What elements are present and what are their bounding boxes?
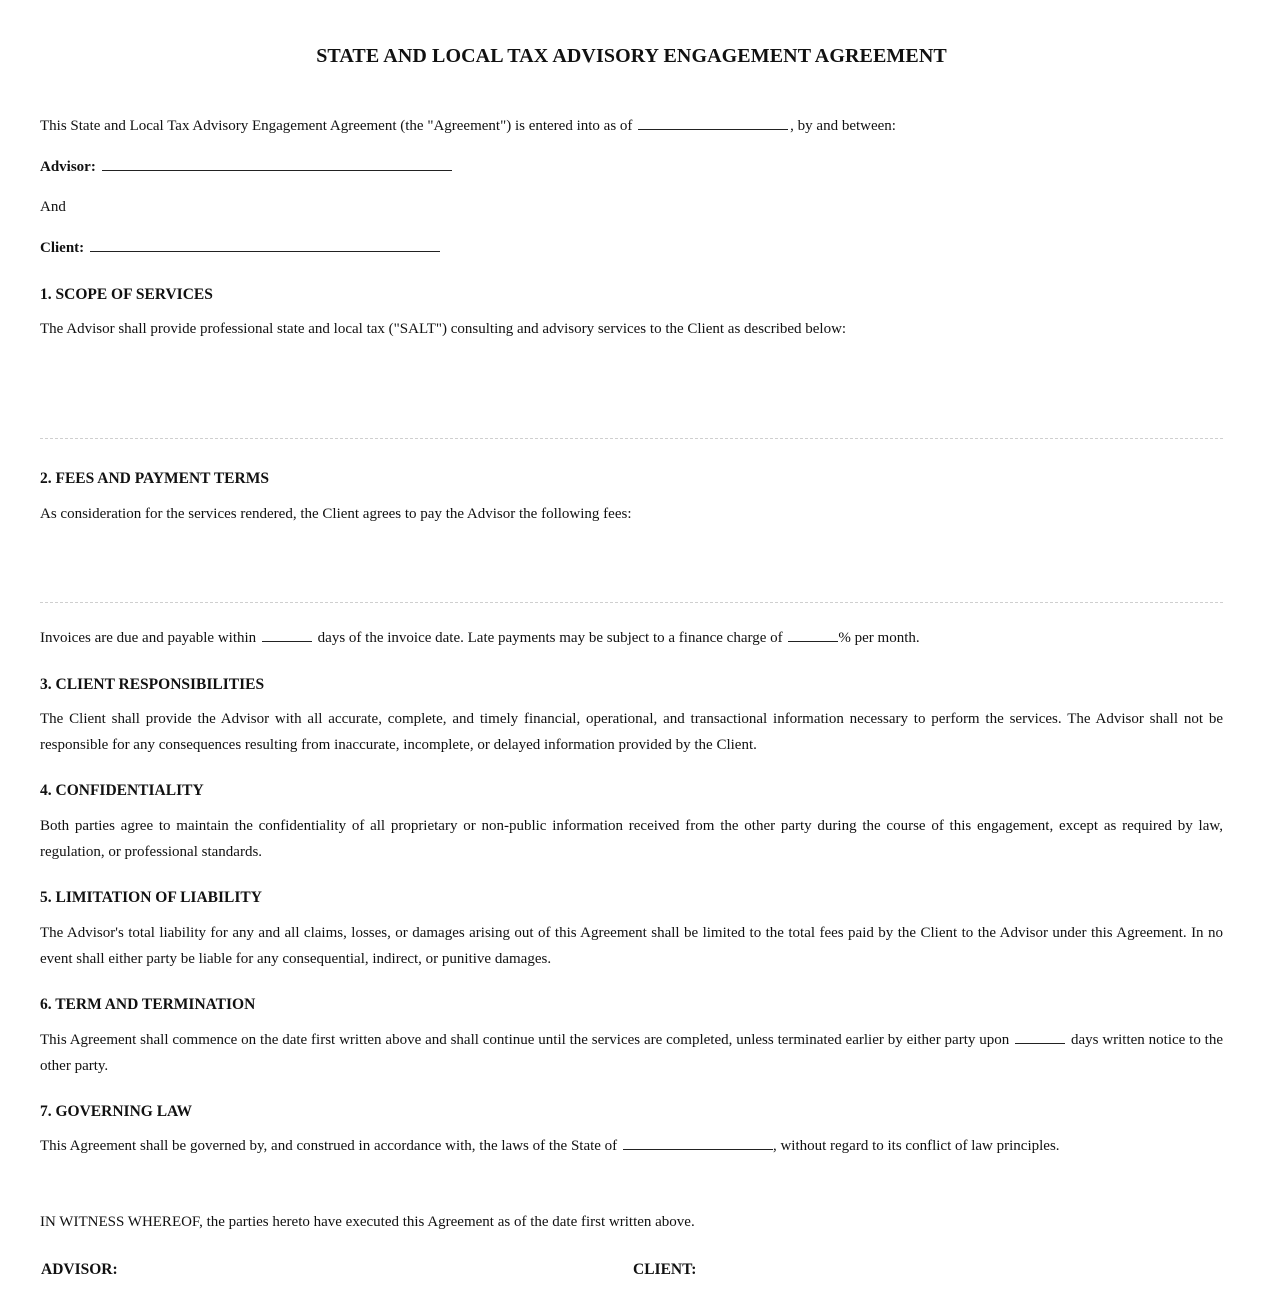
invoice-text-a: Invoices are due and payable within bbox=[40, 630, 257, 646]
section-heading-term: 6. TERM AND TERMINATION bbox=[40, 996, 256, 1013]
intro-suffix: , by and between: bbox=[790, 118, 896, 134]
client-name-field[interactable] bbox=[90, 250, 440, 252]
section-heading-confidentiality: 4. CONFIDENTIALITY bbox=[40, 782, 204, 799]
section-text-client-responsibilities: The Client shall provide the Advisor with all accurate, complete, and timely financial, operational, and transactional information necessary to perform the services. The Advisor shall not be responsible for any consequences resulting from inaccurate, incomplete, or delayed information provided by the Client. bbox=[40, 711, 1223, 753]
section-text-fees: As consideration for the services rendered, the Client agrees to pay the Advisor the following fees: bbox=[40, 506, 632, 522]
section-heading-scope: 1. SCOPE OF SERVICES bbox=[40, 286, 213, 303]
advisor-line bbox=[40, 159, 454, 176]
governing-law-line bbox=[40, 1138, 1060, 1155]
advisor-label: Advisor: bbox=[40, 159, 96, 175]
document-title: STATE AND LOCAL TAX ADVISORY ENGAGEMENT AGREEMENT bbox=[316, 45, 947, 67]
invoice-text-b: days of the invoice date. Late payments may be subject to a finance charge of bbox=[317, 630, 783, 646]
section-heading-fees: 2. FEES AND PAYMENT TERMS bbox=[40, 470, 269, 487]
section-text-confidentiality: Both parties agree to maintain the confidentiality of all proprietary or non-public information received from the other party during the course of this engagement, except as required by law, regulation, or professional standards. bbox=[40, 818, 1223, 860]
intro-line bbox=[40, 118, 896, 135]
law-text-b: , without regard to its conflict of law principles. bbox=[772, 1138, 1060, 1154]
notice-days-field[interactable] bbox=[1015, 1042, 1065, 1044]
law-text-a: This Agreement shall be governed by, and construed in accordance with, the laws of the State of bbox=[40, 1138, 618, 1154]
term-text-a: This Agreement shall commence on the date first written above and shall continue until the services are completed, unless terminated earlier by either party upon bbox=[40, 1032, 1010, 1048]
client-signature-label: CLIENT: bbox=[633, 1261, 697, 1278]
state-field[interactable] bbox=[623, 1148, 773, 1150]
payment-days-field[interactable] bbox=[262, 640, 312, 642]
section-heading-client-responsibilities: 3. CLIENT RESPONSIBILITIES bbox=[40, 676, 265, 693]
and-text: And bbox=[40, 199, 66, 215]
invoice-text-c: % per month. bbox=[838, 630, 920, 646]
date-blank-field[interactable] bbox=[638, 128, 788, 130]
section-text-liability: The Advisor's total liability for any and all claims, losses, or damages arising out of this Agreement shall be limited to the total fees paid by the Client to the Advisor under this Agreement. In no event shall either party be liable for any consequential, indirect, or punitive damages. bbox=[40, 925, 1223, 967]
finance-charge-field[interactable] bbox=[788, 640, 838, 642]
client-line bbox=[40, 240, 442, 257]
advisor-name-field[interactable] bbox=[102, 169, 452, 171]
section-text-term bbox=[40, 1027, 1223, 1079]
section-heading-governing-law: 7. GOVERNING LAW bbox=[40, 1103, 193, 1120]
fees-entry-divider bbox=[40, 602, 1223, 603]
term-text-b: days written notice to the other party. bbox=[40, 1032, 1224, 1074]
witness-text: IN WITNESS WHEREOF, the parties hereto have executed this Agreement as of the date first written above. bbox=[40, 1214, 695, 1230]
section-text-scope: The Advisor shall provide professional state and local tax ("SALT") consulting and advisory services to the Client as described below: bbox=[40, 321, 847, 337]
scope-entry-divider bbox=[40, 438, 1223, 439]
client-label: Client: bbox=[40, 240, 85, 256]
advisor-signature-label: ADVISOR: bbox=[41, 1261, 118, 1278]
section-heading-liability: 5. LIMITATION OF LIABILITY bbox=[40, 889, 262, 906]
invoice-terms-line bbox=[40, 630, 920, 647]
intro-text: This State and Local Tax Advisory Engagement Agreement (the "Agreement") is entered into as of bbox=[40, 118, 633, 134]
